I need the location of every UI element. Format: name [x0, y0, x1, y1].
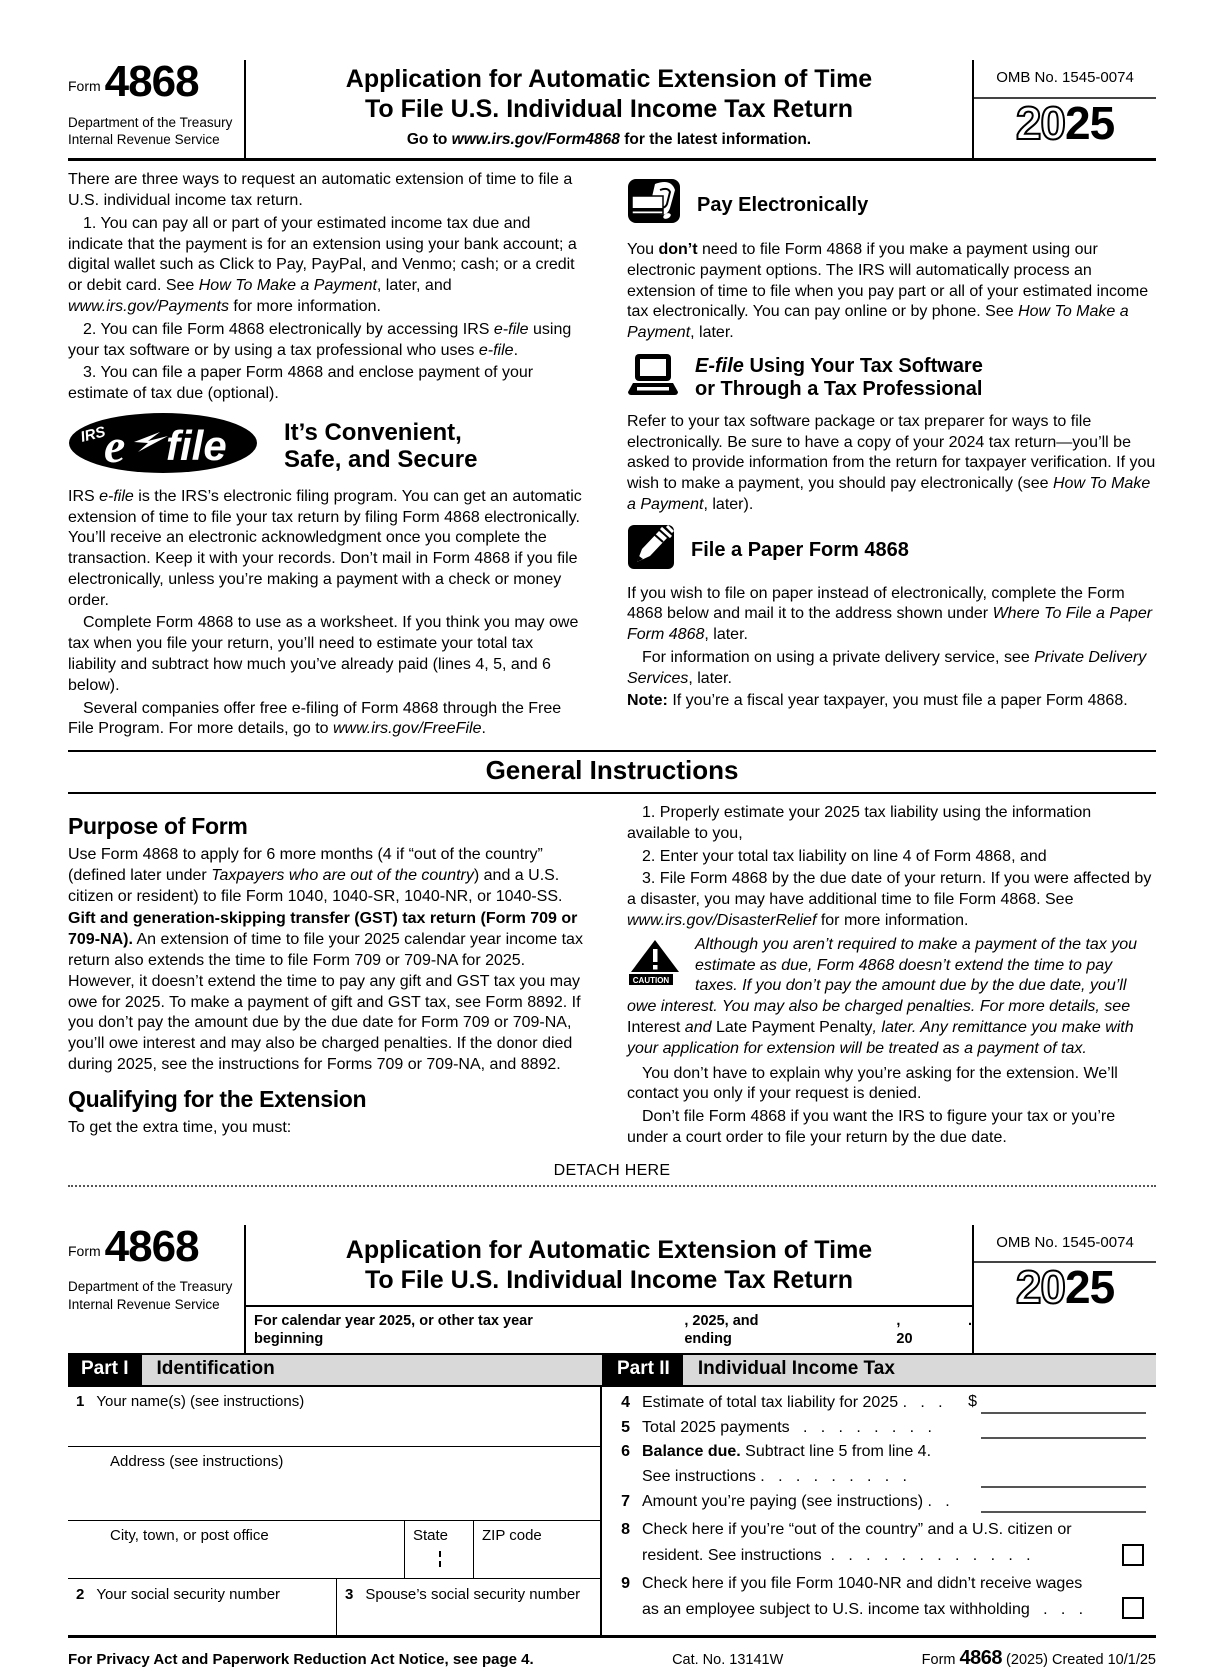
paragraph: For information on using a private delivery service, see Private Delivery Services, later. [627, 648, 1147, 687]
catalog-number: Cat. No. 13141W [672, 1651, 784, 1668]
form-number: 4868 [104, 57, 199, 106]
omb-number-2: OMB No. 1545-0074 [974, 1225, 1156, 1264]
line6: 6 Balance due. Subtract line 5 from line 4. [602, 1441, 1146, 1465]
paragraph: Don’t file Form 4868 if you want the IRS to figure your tax or you’re under a court order to file your return by the due date. [627, 1108, 1116, 1147]
pay-electronically-heading: Pay Electronically [697, 194, 869, 217]
paragraph: IRS e-file is the IRS’s electronic filing program. You can get an automatic extension of time to file your tax return by filing Form 4868 electronically. You’ll receive an electronic acknowledgment once you complete the transaction. Keep it with your records. Don’t mail in Form 4868 if you file electronically, unless you’re making a payment with a check or money order. [68, 487, 582, 609]
part1-label: Part I [68, 1355, 142, 1385]
left-column-2 [68, 803, 585, 1151]
part2-bar [602, 1353, 1156, 1385]
ssn-label: Your social security number [96, 1585, 281, 1603]
line6-continued [602, 1465, 1146, 1490]
zip-label: ZIP code [482, 1526, 542, 1544]
pencil-icon [627, 524, 675, 577]
paragraph: You don’t have to explain why you’re asking for the extension. We’ll contact you only if your request is denied. [627, 1064, 1118, 1103]
line8-checkbox[interactable] [1122, 1544, 1144, 1566]
state-label: State [413, 1526, 449, 1544]
paragraph: Several companies offer free e-filing of Form 4868 through the Free File Program. For more details, go to www.irs.gov/FreeFile. [68, 699, 562, 738]
city-field[interactable] [68, 1521, 404, 1578]
file-paper-heading: File a Paper Form 4868 [691, 538, 909, 561]
detach-section [68, 1161, 1156, 1187]
omb-block [972, 60, 1156, 158]
page-title-2: Application for Automatic Extension of Time To File U.S. Individual Income Tax Return [345, 1235, 873, 1294]
form-word: Form [68, 78, 101, 95]
line5-label: Total 2025 payments . . . . . . . . [642, 1419, 932, 1437]
hand-with-card-icon [627, 178, 681, 233]
line8-continued [602, 1543, 1146, 1569]
dept-line1: Department of the Treasury [68, 1279, 233, 1295]
form-header-top [68, 57, 1156, 161]
line9: 9 Check here if you file Form 1040-NR and didn’t receive wages [602, 1569, 1146, 1597]
form-title-block [246, 60, 972, 158]
paragraph: Refer to your tax software package or tax preparer for ways to file electronically. Be sure to have a copy of your 2024 tax return—you’ll be asked to provide information from the return for taxpayer verification. If you wish to make a payment, you should pay electronically (see How To Make a Payment, later). [627, 412, 1156, 513]
line8-label2: resident. See instructions . . . . . . . . . . . . [642, 1546, 1031, 1564]
efile-heading: It’s Convenient, Safe, and Secure [284, 418, 478, 474]
paragraph: Gift and generation-skipping transfer (GST) tax return (Form 709 or 709-NA). An extension of time to file your 2025 calendar year income tax return also extends the time to file Form 709 or 709-NA for 2025. However, it doesn’t extend the time to pay any gift and GST tax you may owe for 2025. To make a payment of gift and GST tax, see Form 8892. If you don’t pay the amount due by the due date for Form 709 or 709-NA, you’ll owe interest and may also be charged penalties. If the donor died during 2025, see the instructions for Forms 709 or 709-NA, and 8892. [68, 910, 583, 1073]
right-column [627, 170, 1156, 742]
part2-section [602, 1387, 1156, 1635]
name-label: Your name(s) (see instructions) [96, 1392, 305, 1410]
form-title-block-2 [246, 1225, 972, 1354]
paragraph: 3. You can file a paper Form 4868 and enclose payment of your estimate of tax due (optional). [68, 364, 534, 403]
line8-label: Check here if you’re “out of the country” and a U.S. citizen or [642, 1520, 1072, 1538]
laptop-icon [627, 352, 679, 405]
form-4868-detachable [68, 1221, 1156, 1638]
part2-title: Individual Income Tax [697, 1358, 895, 1380]
form-number-block [68, 57, 246, 158]
zip-field[interactable] [474, 1521, 600, 1578]
spouse-ssn-label: Spouse’s social security number [365, 1585, 581, 1603]
address-label: Address (see instructions) [110, 1452, 284, 1470]
dollar-sign: $ [968, 1392, 977, 1410]
form-footer-id: Form 4868 (2025) Created 10/1/25 [921, 1646, 1156, 1669]
goto-line: Go to www.irs.gov/Form4868 for the latest information. [406, 131, 812, 148]
line9-continued [602, 1596, 1146, 1622]
paragraph: 2. You can file Form 4868 electronically by accessing IRS e-file using your tax software or by using a tax professional who uses e-file. [68, 320, 572, 359]
paragraph: 2. Enter your total tax liability on line 4 of Form 4868, and [642, 847, 1047, 865]
paragraph: Complete Form 4868 to use as a worksheet. If you think you may owe tax when you file your return, you’ll need to estimate your total tax liability and subtract how much you’ve already paid (lines 4, 5, and 6 below). [68, 614, 579, 694]
line4-label: Estimate of total tax liability for 2025 . . . [642, 1394, 943, 1412]
purpose-heading: Purpose of Form [68, 813, 248, 840]
paragraph: Note: If you’re a fiscal year taxpayer, you must file a paper Form 4868. [627, 692, 1128, 710]
dept-line2: Internal Revenue Service [68, 132, 220, 148]
state-dashed-divider [439, 1551, 441, 1567]
city-label: City, town, or post office [110, 1526, 269, 1544]
line6-amount-field[interactable] [981, 1466, 1146, 1488]
part2-label: Part II [604, 1355, 683, 1385]
svg-text:IRS: IRS [78, 423, 108, 446]
line7: 7 Amount you’re paying (see instructions) . . [602, 1490, 1146, 1515]
dept-line2: Internal Revenue Service [68, 1296, 220, 1312]
line4: 4 Estimate of total tax liability for 2025 . . . $ [602, 1391, 1146, 1416]
paragraph: There are three ways to request an automatic extension of time to file a U.S. individual income tax return. [68, 171, 573, 209]
line4-amount-field[interactable] [981, 1392, 1146, 1414]
left-column [68, 170, 585, 742]
page-title: Application for Automatic Extension of Time To File U.S. Individual Income Tax Return [345, 65, 873, 123]
page-footer [68, 1638, 1156, 1671]
omb-number: OMB No. 1545-0074 [974, 60, 1156, 99]
right-column-2 [627, 803, 1156, 1151]
paragraph: You don’t need to file Form 4868 if you make a payment using our electronic payment options. The IRS will automatically process an extension of time to file when you pay part or all of your estimated income tax electronically. You can pay online or by phone. See How To Make a Payment, later. [627, 240, 1149, 342]
line9-checkbox[interactable] [1122, 1597, 1144, 1619]
dept-line1: Department of the Treasury [68, 114, 233, 130]
line9-label2: as an employee subject to U.S. income tax withholding . . . [642, 1600, 1084, 1618]
line5-amount-field[interactable] [981, 1417, 1146, 1439]
paragraph: If you wish to file on paper instead of electronically, complete the Form 4868 below and mail it to the address shown under Where To File a Paper Form 4868, later. [627, 584, 1153, 644]
privacy-notice: For Privacy Act and Paperwork Reduction Act Notice, see page 4. [68, 1650, 534, 1668]
paragraph: 3. File Form 4868 by the due date of your return. If you were affected by a disaster, you may have additional time to file Form 4868. See www.irs.gov/DisasterRelief for more information. [627, 870, 1152, 930]
detach-dotted-line [68, 1182, 1156, 1187]
qualifying-heading: Qualifying for the Extension [68, 1085, 367, 1112]
line8: 8 Check here if you’re “out of the country” and a U.S. citizen or [602, 1515, 1146, 1543]
line6-label: Balance due. Subtract line 5 from line 4. [642, 1442, 932, 1460]
spouse-ssn-field[interactable]: 3 Spouse’s social security number [336, 1579, 600, 1635]
tax-year-2: 2025 [1015, 1261, 1115, 1314]
form-table [68, 1385, 1156, 1638]
line5: 5 Total 2025 payments . . . . . . . . [602, 1416, 1146, 1441]
paragraph: Use Form 4868 to apply for 6 more months (4 if “out of the country” (defined later under Taxpayers who are out of the country) and a U.S. citizen or resident) to file Form 1040, 1040-SR, 1040-NR, or 1040-SS. [68, 845, 563, 905]
svg-text:file: file [166, 421, 227, 469]
detach-label: DETACH HERE [553, 1161, 671, 1179]
form-number-block-2: Form 4868 Department of the Treasury Internal Revenue Service [68, 1225, 246, 1354]
irs-efile-logo-icon [68, 412, 258, 481]
address-field[interactable] [68, 1447, 600, 1521]
line9-label: Check here if you file Form 1040-NR and didn’t receive wages [642, 1574, 1083, 1592]
caution-icon [627, 939, 683, 987]
form-number: 4868 [104, 1221, 199, 1271]
part1-title: Identification [156, 1358, 275, 1380]
omb-block-2 [972, 1225, 1156, 1354]
efile-software-heading: E-file Using Your Tax Software or Through a Tax Professional [695, 355, 983, 401]
paragraph: To get the extra time, you must: [68, 1118, 292, 1136]
line7-amount-field[interactable] [981, 1491, 1146, 1513]
general-instructions-heading: General Instructions [68, 750, 1156, 794]
calendar-year-line: For calendar year 2025, or other tax year beginning , 2025, and ending , 20 . [246, 1305, 972, 1354]
state-field[interactable] [404, 1521, 474, 1578]
paragraph: 1. Properly estimate your 2025 tax liability using the information available to you, [627, 804, 1092, 842]
svg-text:e: e [104, 419, 126, 473]
caution-paragraph: Although you aren’t required to make a payment of the tax you estimate as due, Form 4868 doesn’t extend the time to pay taxes. If you don’t pay the amount due by the due date, you’ll owe interest. You may also be charged penalties. For more details, see Interest and Late Payment Penalty, later. Any remittance you make with your application for extension will be treated as a payment of tax. [627, 935, 1138, 1057]
name-field[interactable]: 1 Your name(s) (see instructions) [68, 1387, 600, 1447]
tax-year: 2025 [1015, 96, 1115, 149]
svg-text:CAUTION: CAUTION [632, 975, 670, 985]
line7-label: Amount you’re paying (see instructions) . . [642, 1492, 950, 1510]
paragraph: 1. You can pay all or part of your estimated income tax due and indicate that the payment is for an extension using your bank account; a digital wallet such as Click to Pay, PayPal, and Venmo; cash; or a credit or debit card. See How To Make a Payment, later, and www.irs.gov/Payments for more information. [68, 214, 577, 315]
form-header-bottom [68, 1221, 1156, 1354]
part1-bar [68, 1353, 602, 1385]
line6-label2: See instructions . . . . . . . . . [642, 1467, 907, 1485]
part1-section [68, 1387, 602, 1635]
ssn-field[interactable]: 2 Your social security number [68, 1579, 336, 1635]
part-header-bars [68, 1353, 1156, 1385]
